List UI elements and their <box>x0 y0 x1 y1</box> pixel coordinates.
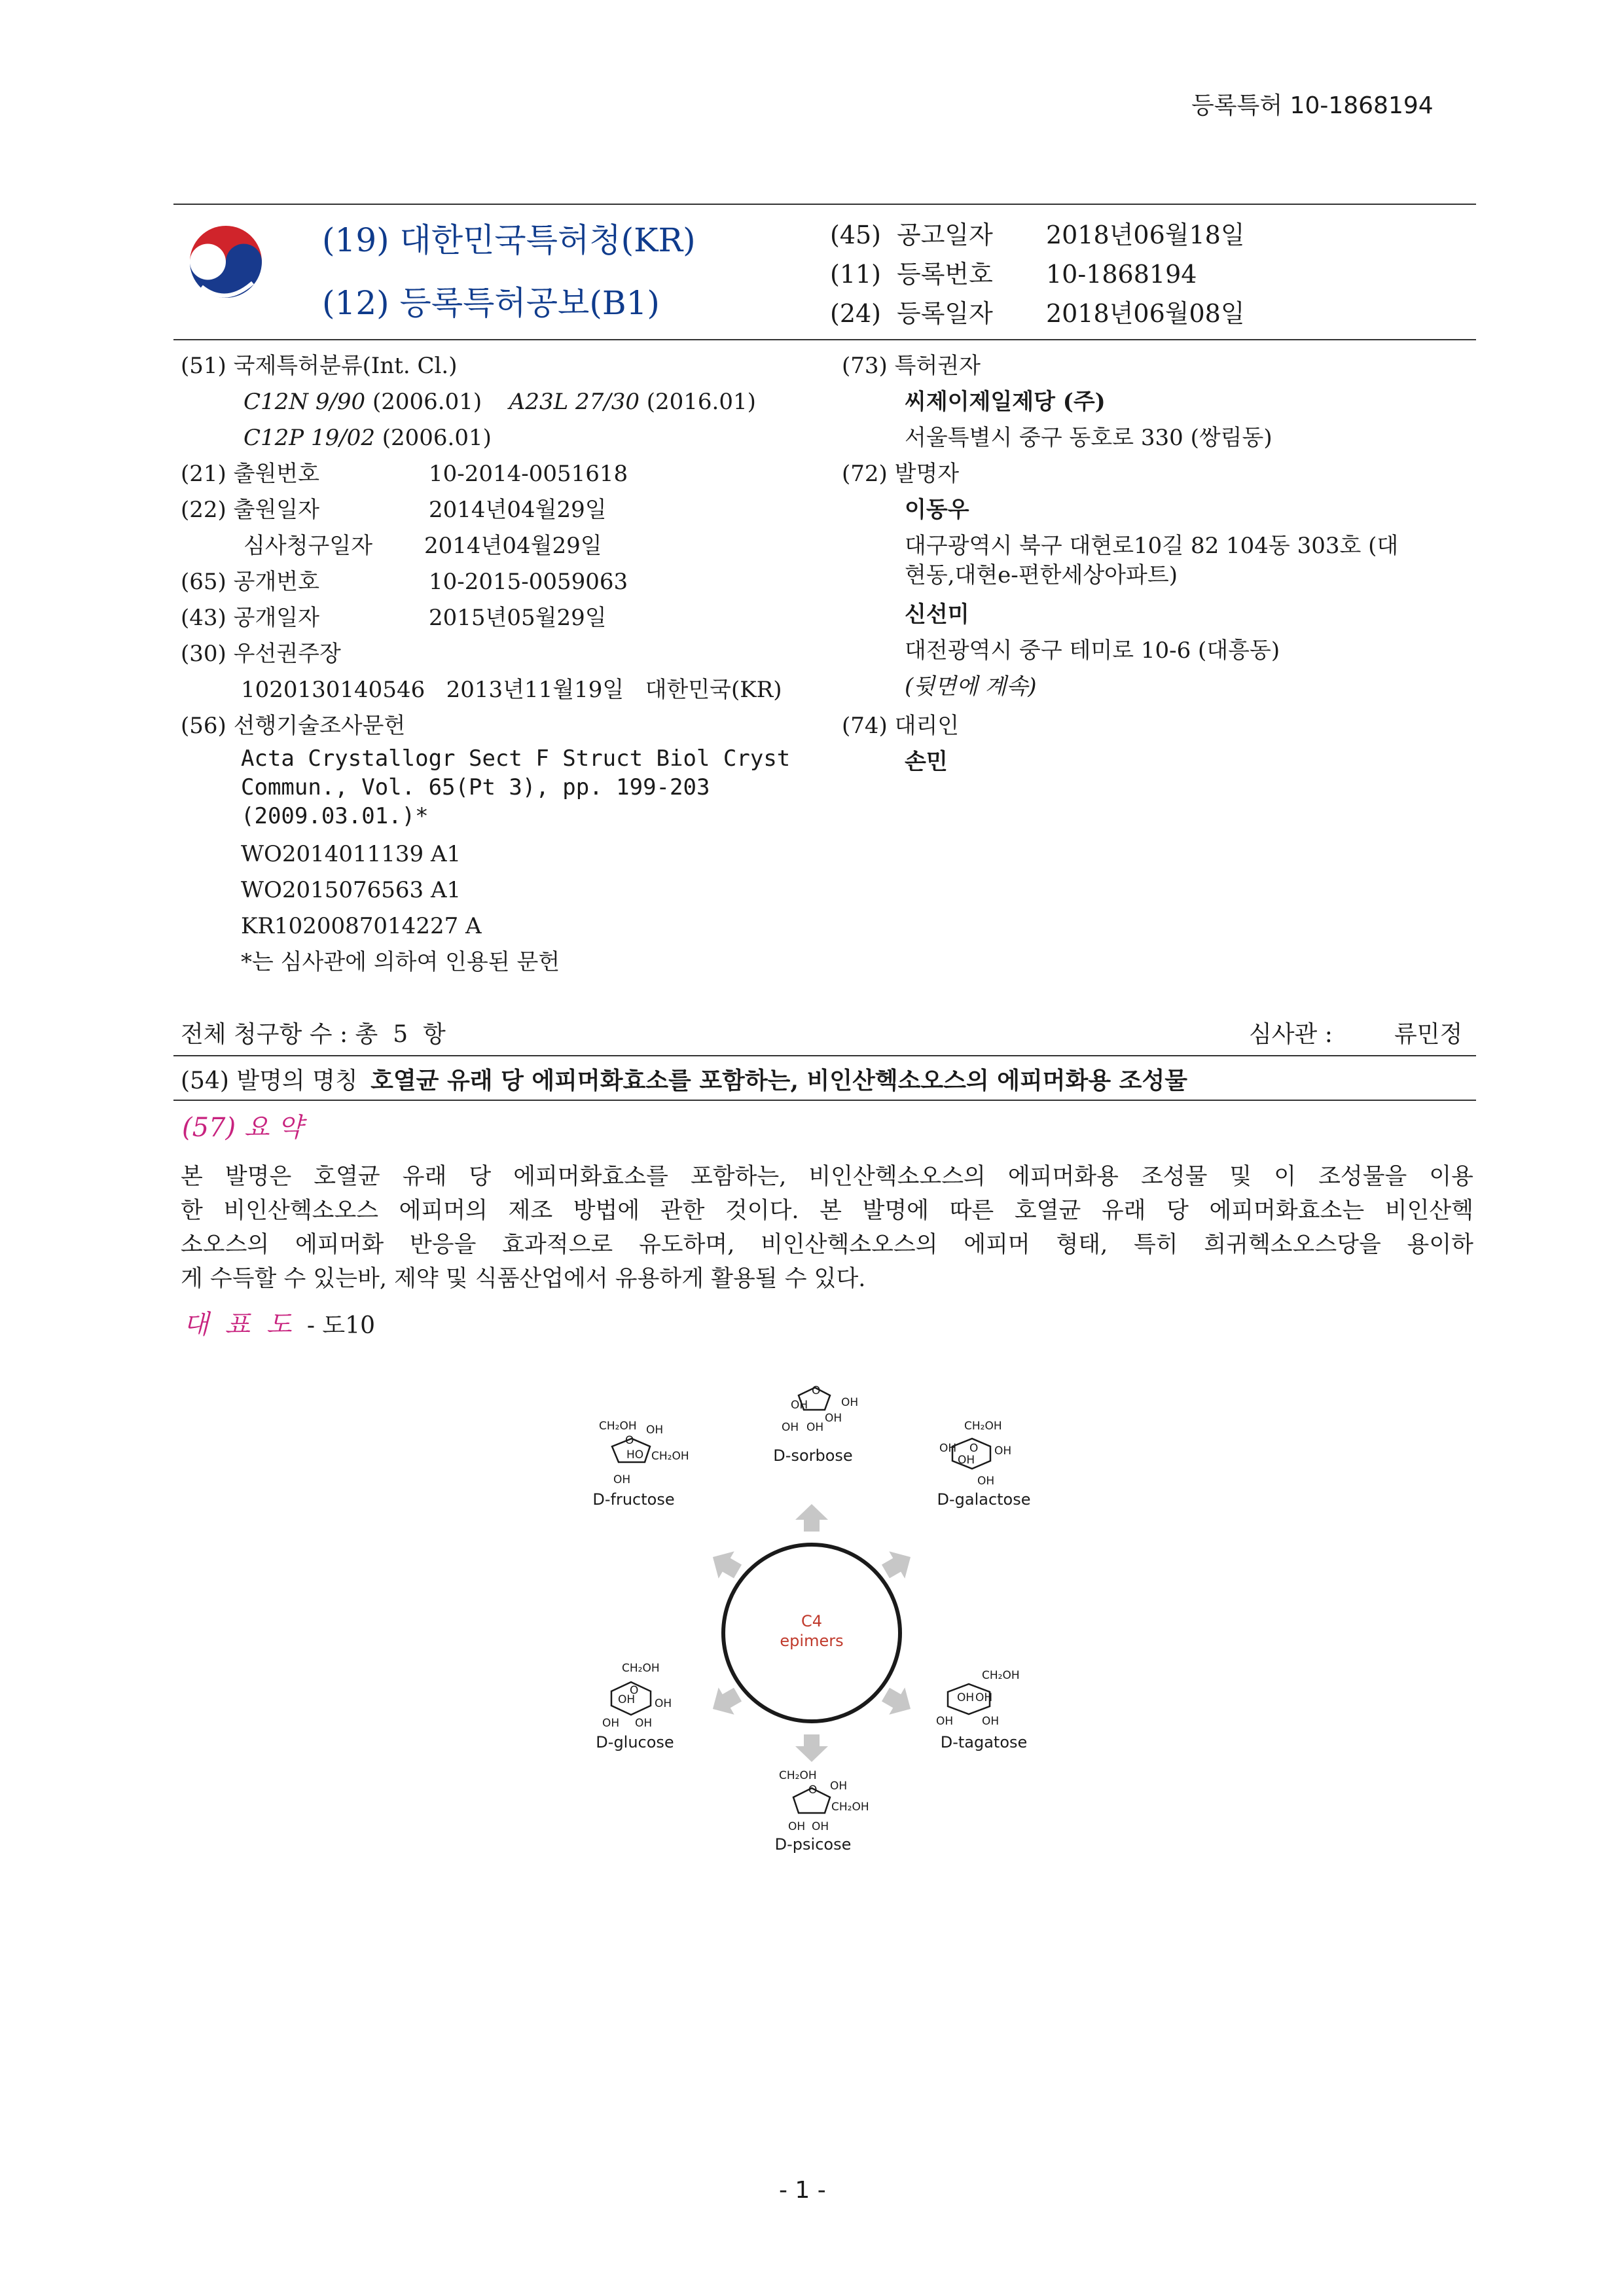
svg-text:CH₂OH: CH₂OH <box>651 1450 689 1463</box>
agent-name: 손민 <box>905 749 948 775</box>
office-doc-type: (12) 등록특허공보(B1) <box>322 284 660 322</box>
total-claims: 전체 청구항 수 : 총 5 항 <box>181 1021 446 1048</box>
examiner-name: 류민정 <box>1394 1021 1463 1048</box>
app-date-label: (22) 출원일자 <box>181 497 319 523</box>
label-d-galactose: D-galactose <box>937 1490 1031 1509</box>
ipc-date: (2016.01) <box>646 389 756 415</box>
ipc-code: C12P 19/02 <box>244 425 375 451</box>
abstract-body <box>181 1160 1473 1296</box>
ipc-label: (51) 국제특허분류(Int. Cl.) <box>181 353 458 379</box>
svg-text:OH: OH <box>977 1475 995 1488</box>
svg-text:OH: OH <box>613 1473 631 1486</box>
svg-text:OH: OH <box>958 1454 975 1467</box>
svg-text:OH: OH <box>812 1820 829 1833</box>
figure-c4-epimers <box>563 1368 1060 1911</box>
abstract-heading: (57) 요 약 <box>182 1113 303 1143</box>
svg-text:CH₂OH: CH₂OH <box>779 1769 817 1782</box>
svg-text:OH: OH <box>646 1424 664 1437</box>
label-d-glucose: D-glucose <box>596 1733 674 1751</box>
abstract-line: 소오스의 에피머화 반응을 효과적으로 유도하며, 비인산헥소오스의 에피머 형태, 특히 희귀헥소오스당을 용이하 <box>181 1232 1473 1258</box>
patentee-label: (73) 특허권자 <box>842 353 981 379</box>
prior-art-ref: Acta Crystallogr Sect F Struct Biol Cryst <box>241 745 791 772</box>
representative-label: 대 표 도 <box>183 1310 296 1340</box>
svg-text:CH₂OH: CH₂OH <box>982 1669 1020 1682</box>
arrow-up <box>795 1504 828 1532</box>
ipc-code: C12N 9/90 <box>244 389 366 415</box>
top-rule <box>173 204 1476 205</box>
representative-drawing-row <box>183 1306 375 1345</box>
pub-date: 2015년05월29일 <box>429 605 607 631</box>
sugar-fructose <box>599 1420 689 1486</box>
office-country: (19) 대한민국특허청(KR) <box>322 221 696 259</box>
svg-text:CH₂OH: CH₂OH <box>831 1801 869 1814</box>
prior-art-ref: WO2015076563 A1 <box>241 877 461 903</box>
svg-text:OH: OH <box>994 1444 1012 1458</box>
claims-rule <box>173 1055 1476 1056</box>
prior-art-ref: (2009.03.01.)* <box>241 803 429 829</box>
pub-code: (45) <box>830 221 882 249</box>
app-date: 2014년04월29일 <box>429 497 607 523</box>
exam-date-label: 심사청구일자 <box>244 533 373 559</box>
app-no: 10-2014-0051618 <box>429 461 628 487</box>
invention-title: 호열균 유래 당 에피머화효소를 포함하는, 비인산헥소오스의 에피머화용 조성물 <box>370 1067 1187 1094</box>
svg-text:O: O <box>625 1434 634 1447</box>
svg-text:OH: OH <box>825 1412 842 1425</box>
svg-text:CH₂OH: CH₂OH <box>599 1420 637 1433</box>
svg-text:OH: OH <box>791 1399 808 1412</box>
prior-art-note: *는 심사관에 의하여 인용된 문헌 <box>241 949 560 975</box>
svg-text:OH: OH <box>655 1697 672 1710</box>
agent-label: (74) 대리인 <box>842 713 960 739</box>
pub-code: (24) <box>830 299 882 328</box>
sugar-galactose <box>939 1420 1011 1488</box>
header-rule <box>173 339 1476 340</box>
abstract-line: 한 비인산헥소오스 에피머의 제조 방법에 관한 것이다. 본 발명에 따른 호열균 유래 당 에피머화효소는 비인산헥 <box>181 1198 1473 1224</box>
svg-text:OH: OH <box>841 1396 859 1409</box>
svg-text:OH: OH <box>936 1715 954 1728</box>
center-label-line1: C4 <box>801 1612 823 1630</box>
app-no-label: (21) 출원번호 <box>181 461 319 487</box>
pub-value: 2018년06월08일 <box>1046 299 1245 328</box>
examiner-label: 심사관 : <box>1249 1021 1333 1048</box>
inventor-name: 이동우 <box>905 497 969 523</box>
svg-text:CH₂OH: CH₂OH <box>622 1662 660 1675</box>
inventor-address: 대구광역시 북구 대현로10길 82 104동 303호 (대 <box>905 533 1399 559</box>
svg-text:O: O <box>630 1684 639 1697</box>
ipc-line-2 <box>244 420 492 456</box>
inventor-address-cont: 현동,대현e-편한세상아파트) <box>905 562 1178 588</box>
sugar-psicose <box>779 1769 869 1833</box>
svg-text:O: O <box>808 1784 818 1797</box>
svg-text:OH: OH <box>982 1715 1000 1728</box>
invention-title-label: (54) 발명의 명칭 <box>181 1067 358 1094</box>
svg-text:HO: HO <box>626 1448 644 1462</box>
patentee-address: 서울특별시 중구 동호로 330 (쌍림동) <box>905 425 1272 451</box>
sugar-tagatose <box>936 1669 1020 1728</box>
continued-note: (뒷면에 계속) <box>905 673 1037 700</box>
priority-value: 1020130140546 2013년11월19일 대한민국(KR) <box>241 677 782 703</box>
pub-no: 10-2015-0059063 <box>429 569 628 595</box>
title-rule <box>173 1100 1476 1101</box>
representative-value: - 도10 <box>306 1312 376 1339</box>
pub-no-label: (65) 공개번호 <box>181 569 319 595</box>
svg-text:OH: OH <box>975 1691 993 1704</box>
svg-text:OH: OH <box>806 1421 824 1434</box>
svg-text:O: O <box>969 1442 979 1455</box>
svg-text:OH: OH <box>788 1820 806 1833</box>
inventor-label: (72) 발명자 <box>842 461 960 487</box>
center-label-line2: epimers <box>780 1632 844 1650</box>
pub-date-label: (43) 공개일자 <box>181 605 319 631</box>
svg-text:OH: OH <box>957 1691 975 1704</box>
label-d-psicose: D-psicose <box>774 1835 852 1854</box>
label-d-fructose: D-fructose <box>592 1490 675 1509</box>
ipc-date: (2006.01) <box>382 425 492 451</box>
svg-text:O: O <box>812 1384 821 1397</box>
ipc-line-1 <box>244 384 756 420</box>
ipc-date: (2006.01) <box>372 389 482 415</box>
abstract-line: 본 발명은 호열균 유래 당 에피머화효소를 포함하는, 비인산헥소오스의 에피머화용 조성물 및 이 조성물을 이용 <box>181 1164 1473 1190</box>
prior-art-ref: Commun., Vol. 65(Pt 3), pp. 199-203 <box>241 774 710 800</box>
pub-value: 10-1868194 <box>1046 260 1197 289</box>
pub-label: 공고일자 <box>897 221 993 249</box>
label-d-sorbose: D-sorbose <box>773 1446 853 1465</box>
patentee-name: 씨제이제일제당 (주) <box>905 389 1106 415</box>
prior-art-label: (56) 선행기술조사문헌 <box>181 713 406 739</box>
page-number: - 1 - <box>779 2177 826 2204</box>
inventor-address: 대전광역시 중구 테미로 10-6 (대흥동) <box>905 637 1280 664</box>
priority-label: (30) 우선권주장 <box>181 641 341 667</box>
pub-code: (11) <box>830 260 882 289</box>
ipc-code: A23L 27/30 <box>509 389 640 415</box>
kipo-logo <box>182 223 270 310</box>
pub-label: 등록번호 <box>897 260 993 289</box>
sugar-glucose <box>602 1662 672 1730</box>
invention-title-row <box>181 1062 1187 1100</box>
inventor-name: 신선미 <box>905 601 969 628</box>
svg-text:OH: OH <box>618 1693 636 1706</box>
abstract-line: 게 수득할 수 있는바, 제약 및 식품산업에서 유용하게 활용될 수 있다. <box>181 1266 866 1292</box>
page-header-patent-no: 등록특허 10-1868194 <box>1191 92 1434 119</box>
svg-text:OH: OH <box>635 1717 653 1730</box>
sugar-sorbose <box>782 1384 858 1434</box>
prior-art-ref: WO2014011139 A1 <box>241 841 461 867</box>
arrow-down <box>795 1734 828 1762</box>
svg-text:OH: OH <box>782 1421 799 1434</box>
label-d-tagatose: D-tagatose <box>940 1733 1028 1751</box>
svg-text:OH: OH <box>602 1717 620 1730</box>
prior-art-ref: KR1020087014227 A <box>241 913 482 939</box>
svg-text:CH₂OH: CH₂OH <box>964 1420 1002 1433</box>
pub-label: 등록일자 <box>897 299 993 328</box>
pub-value: 2018년06월18일 <box>1046 221 1245 249</box>
svg-text:OH: OH <box>830 1780 848 1793</box>
svg-text:OH: OH <box>939 1442 957 1455</box>
exam-date: 2014년04월29일 <box>424 533 602 559</box>
